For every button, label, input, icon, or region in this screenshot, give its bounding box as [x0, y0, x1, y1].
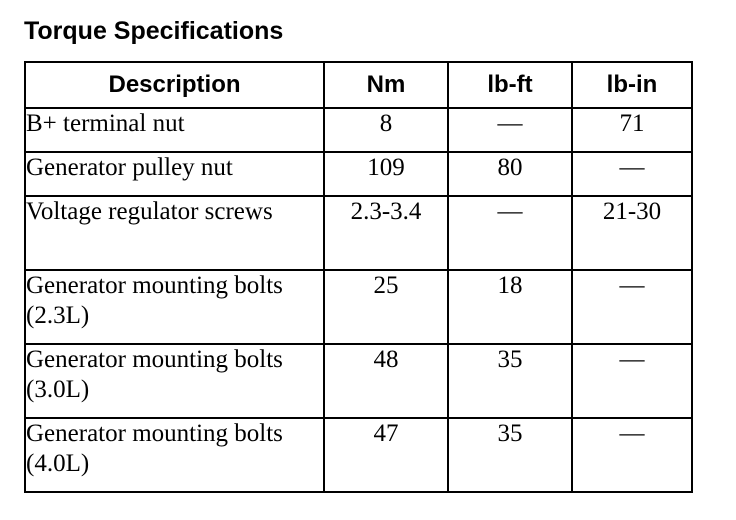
lb-in-cell: 71 [572, 108, 692, 152]
description-cell: Generator mounting bolts (3.0L) [25, 344, 324, 418]
lb-in-cell: — [572, 418, 692, 492]
lb-ft-cell: — [448, 108, 572, 152]
lb-in-cell: — [572, 152, 692, 196]
lb-ft-cell: 35 [448, 418, 572, 492]
table-header-row [25, 62, 692, 108]
description-cell: B+ terminal nut [25, 108, 324, 152]
nm-cell: 47 [324, 418, 448, 492]
table-row [25, 344, 692, 418]
nm-cell: 48 [324, 344, 448, 418]
table-row [25, 108, 692, 152]
column-header-nm: Nm [324, 62, 448, 108]
description-cell: Generator pulley nut [25, 152, 324, 196]
table-row [25, 196, 692, 270]
column-header-description: Description [25, 62, 324, 108]
lb-ft-cell: 18 [448, 270, 572, 344]
lb-in-cell: — [572, 344, 692, 418]
column-header-lb-ft: lb-ft [448, 62, 572, 108]
column-header-lb-in: lb-in [572, 62, 692, 108]
table-row [25, 152, 692, 196]
nm-cell: 2.3-3.4 [324, 196, 448, 270]
lb-in-cell: — [572, 270, 692, 344]
lb-ft-cell: 80 [448, 152, 572, 196]
lb-in-cell: 21-30 [572, 196, 692, 270]
description-cell: Generator mounting bolts (4.0L) [25, 418, 324, 492]
lb-ft-cell: 35 [448, 344, 572, 418]
description-cell: Generator mounting bolts (2.3L) [25, 270, 324, 344]
table-row [25, 418, 692, 492]
lb-ft-cell: — [448, 196, 572, 270]
description-cell: Voltage regulator screws [25, 196, 324, 270]
table-row [25, 270, 692, 344]
torque-specifications-table [24, 61, 693, 493]
nm-cell: 109 [324, 152, 448, 196]
nm-cell: 25 [324, 270, 448, 344]
page-title: Torque Specifications [24, 17, 284, 45]
nm-cell: 8 [324, 108, 448, 152]
